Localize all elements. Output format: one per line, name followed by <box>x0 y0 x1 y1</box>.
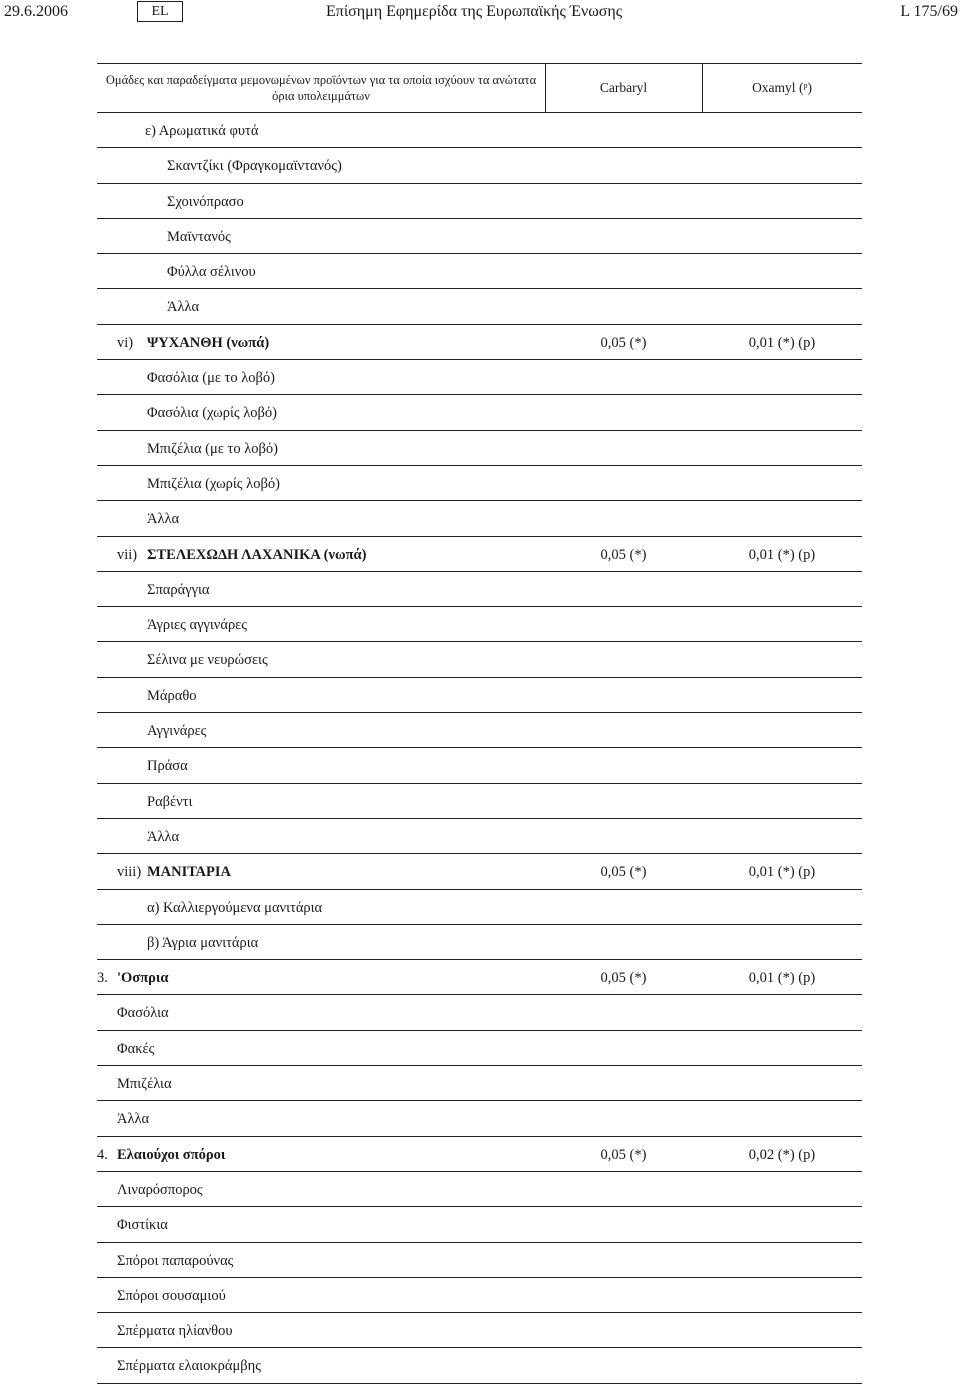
carbaryl-column-header: Carbaryl <box>599 80 648 95</box>
table-row <box>97 148 862 183</box>
row-number: 4. <box>97 1146 108 1163</box>
table-row <box>97 854 862 889</box>
product-label: Σκαντζίκι (Φραγκομαϊντανός) <box>167 158 342 175</box>
row-number: 3. <box>97 970 108 987</box>
product-label: Μπιζέλια (με το λοβό) <box>147 440 278 457</box>
product-label: α) Καλλιεργούμενα μανιτάρια <box>147 899 323 916</box>
product-label: Άλλα <box>117 1111 150 1128</box>
table-row <box>97 431 862 466</box>
oxamyl-value: 0,01 (*) (p) <box>748 970 816 987</box>
table-row <box>97 890 862 925</box>
table-row <box>97 607 862 642</box>
product-label: Σχοινόπρασο <box>167 193 244 210</box>
table-row <box>97 501 862 536</box>
table-row <box>97 1278 862 1313</box>
category-label: ΣΤΕΛΕΧΩΔΗ ΛΑΧΑΝΙΚΑ (νωπά) <box>147 546 367 563</box>
group-column-header: Ομάδες και παραδείγματα μεμονωμένων προϊόντων για τα οποία ισχύουν τα ανώτατα όρια υπολειμμάτων <box>105 73 537 103</box>
product-label: Μάραθο <box>147 687 197 704</box>
product-label: Σέλινα με νευρώσεις <box>147 652 268 669</box>
table-row <box>97 572 862 607</box>
product-label: β) Άγρια μανιτάρια <box>147 934 259 951</box>
table-row <box>97 113 862 148</box>
product-label: Φασόλια <box>117 1005 169 1022</box>
table-row <box>97 642 862 677</box>
product-label: Φασόλια (χωρίς λοβό) <box>147 405 277 422</box>
category-label: Ελαιούχοι σπόροι <box>117 1146 226 1163</box>
oxamyl-value: 0,01 (*) (p) <box>748 546 816 563</box>
carbaryl-value: 0,05 (*) <box>600 1146 647 1163</box>
oxamyl-value: 0,02 (*) (p) <box>748 1146 816 1163</box>
table-row <box>97 819 862 854</box>
table-row <box>97 325 862 360</box>
row-number: viii) <box>117 864 142 881</box>
product-label: Μπιζέλια <box>117 1076 172 1093</box>
oxamyl-footnote-ref: p <box>803 81 808 90</box>
table-header <box>97 63 862 113</box>
table-row <box>97 219 862 254</box>
table-row <box>97 395 862 430</box>
page-number: L 175/69 <box>900 3 958 20</box>
table-row <box>97 925 862 960</box>
product-label: Άλλα <box>167 299 200 316</box>
table-row <box>97 748 862 783</box>
table-row <box>97 1207 862 1242</box>
table-row <box>97 713 862 748</box>
table-row <box>97 466 862 501</box>
product-label: Φύλλα σέλινου <box>167 264 256 281</box>
product-label: Λιναρόσπορος <box>117 1181 203 1198</box>
product-label: Σπαράγγια <box>147 581 210 598</box>
row-number: vii) <box>117 546 138 563</box>
carbaryl-value: 0,05 (*) <box>600 334 647 351</box>
table-row <box>97 289 862 324</box>
product-label: Σπέρματα ηλίανθου <box>117 1323 233 1340</box>
product-label: Αγγινάρες <box>147 723 207 740</box>
product-label: Άλλα <box>147 511 180 528</box>
table-row <box>97 1348 862 1383</box>
carbaryl-value: 0,05 (*) <box>600 546 647 563</box>
product-label: Σπέρματα ελαιοκράμβης <box>117 1358 261 1375</box>
table-row <box>97 995 862 1030</box>
product-label: ε) Αρωματικά φυτά <box>145 123 259 139</box>
table-row <box>97 1313 862 1348</box>
table-row <box>97 254 862 289</box>
table-row <box>97 1101 862 1136</box>
table-row <box>97 537 862 572</box>
table-row <box>97 960 862 995</box>
category-label: ΨΥΧΑΝΘΗ (νωπά) <box>147 334 270 351</box>
oxamyl-label: Oxamyl <box>752 80 796 95</box>
product-label: Σπόροι σουσαμιού <box>117 1287 226 1304</box>
product-label: Φακές <box>117 1040 155 1057</box>
category-label: 'Οσπρια <box>117 970 169 987</box>
table-row <box>97 1172 862 1207</box>
product-label: Μπιζέλια (χωρίς λοβό) <box>147 475 280 492</box>
table-row <box>97 784 862 819</box>
product-label: Σπόροι παπαρούνας <box>117 1252 234 1269</box>
product-label: Πράσα <box>147 758 188 775</box>
oxamyl-column-header: Oxamyl ($^p$) <box>752 80 812 95</box>
product-label: Μαϊντανός <box>167 228 231 245</box>
table-row <box>97 1066 862 1101</box>
table-row <box>97 184 862 219</box>
table-row <box>97 678 862 713</box>
product-label: Φιστίκια <box>117 1217 168 1234</box>
row-number: vi) <box>117 334 134 351</box>
table-row <box>97 1243 862 1278</box>
table-row <box>97 1031 862 1066</box>
carbaryl-value: 0,05 (*) <box>600 970 647 987</box>
residue-limits-table <box>97 63 862 1384</box>
oxamyl-value: 0,01 (*) (p) <box>748 334 816 351</box>
table-body <box>97 113 862 1384</box>
carbaryl-value: 0,05 (*) <box>600 864 647 881</box>
product-label: Φασόλια (με το λοβό) <box>147 370 275 387</box>
category-label: ΜΑΝΙΤΑΡΙΑ <box>147 864 231 881</box>
journal-title: Επίσημη Εφημερίδα της Ευρωπαϊκής Ένωσης <box>326 3 623 20</box>
publication-date: 29.6.2006 <box>4 3 68 20</box>
product-label: Άγριες αγγινάρες <box>147 617 248 634</box>
product-label: Άλλα <box>147 828 180 845</box>
oxamyl-value: 0,01 (*) (p) <box>748 864 816 881</box>
language-badge: EL <box>137 1 183 22</box>
product-label: Ραβέντι <box>147 793 193 810</box>
table-row <box>97 1137 862 1172</box>
table-row <box>97 360 862 395</box>
page-header <box>0 0 960 28</box>
